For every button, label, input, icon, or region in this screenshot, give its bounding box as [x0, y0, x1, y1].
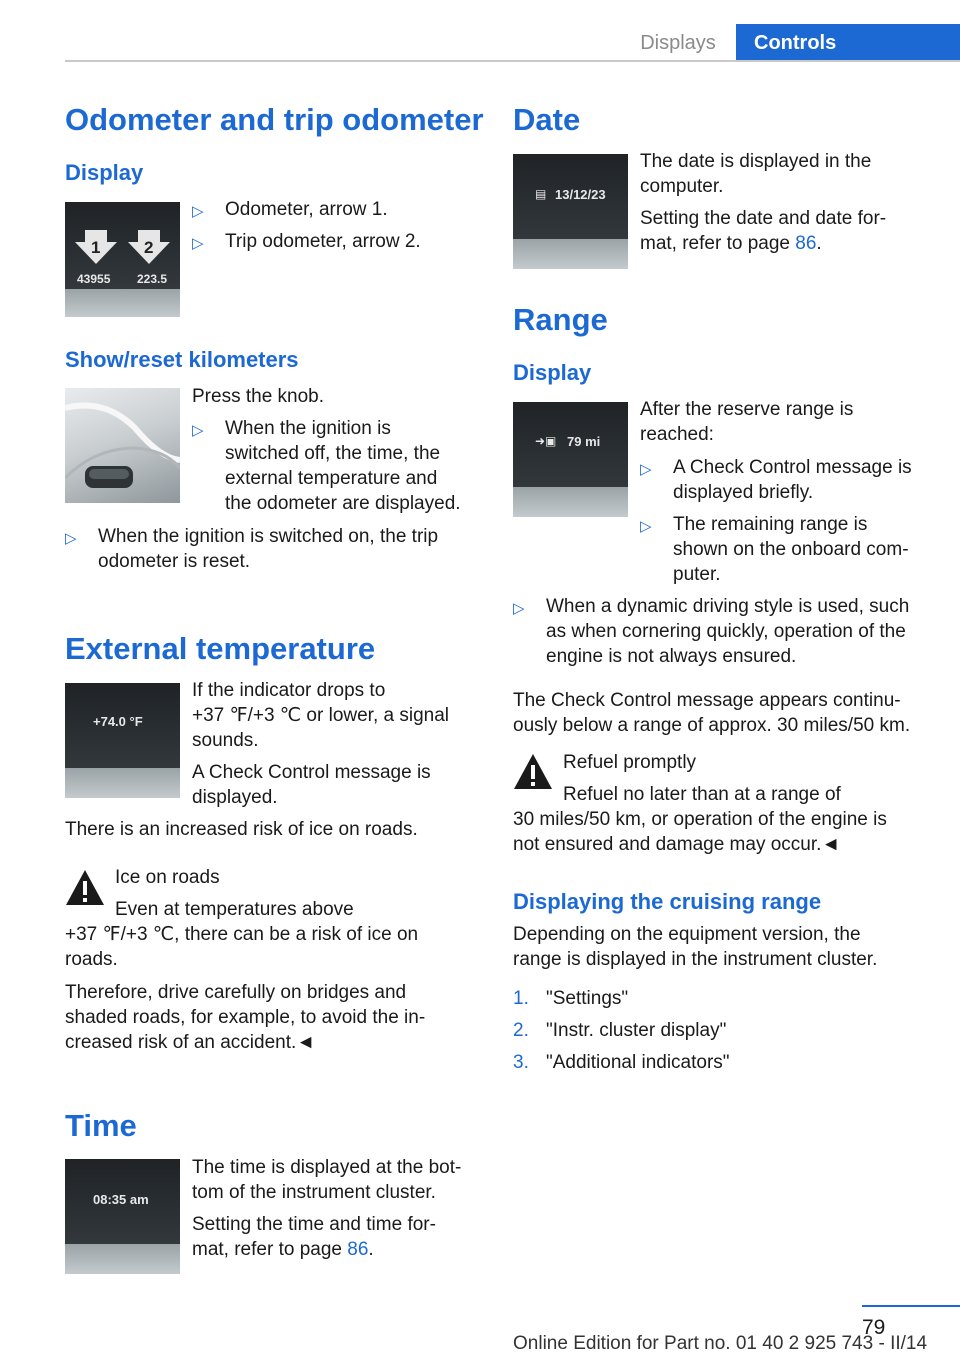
bullet-triangle-icon: ▷	[192, 235, 204, 252]
cruising-range-title: Displaying the cruising range	[513, 889, 822, 914]
range-display-subtitle: Display	[513, 360, 592, 385]
range-value: 79 mi	[567, 434, 601, 449]
refuel-warning-title: Refuel promptly	[563, 752, 697, 773]
reset-knob-image	[65, 388, 180, 503]
header-divider	[65, 60, 960, 62]
ice-caution-text: Therefore, drive carefully on bridges and shaded roads, for example, to avoid the in‐ creased risk of an accident.◄	[65, 982, 426, 1053]
header-section-label: Displays	[640, 32, 716, 54]
header-chapter-tab: Controls	[736, 24, 960, 62]
bullet-triangle-icon: ▷	[640, 461, 652, 478]
temperature-value: +74.0 °F	[93, 714, 143, 729]
external-temperature-image	[65, 683, 180, 798]
time-image	[65, 1159, 180, 1274]
range-image	[513, 402, 628, 517]
ice-risk-text: There is an increased risk of ice on roads.	[65, 819, 418, 840]
trip-odometer-value: 223.5	[137, 272, 168, 286]
step-item: 3. "Additional indicators"	[513, 1052, 730, 1073]
refuel-warning-line-2: 30 miles/50 km, or operation of the engine is	[513, 809, 887, 830]
range-title: Range	[513, 302, 608, 337]
odometer-bullet-1: ▷ Odometer, arrow 1.	[192, 197, 472, 222]
bullet-triangle-icon: ▷	[513, 600, 525, 617]
fuel-pump-icon: ➜▣	[535, 434, 557, 448]
time-text-2: Setting the time and time for‐ mat, refer to page 86.	[192, 1214, 436, 1260]
range-bullet-3: ▷ When a dynamic driving style is used, such as when cornering quickly, operation of the engine is not always ensured.	[513, 596, 910, 667]
bullet-triangle-icon: ▷	[65, 530, 77, 547]
refuel-warning-line-3: not ensured and damage may occur.◄	[513, 834, 841, 855]
range-bullet-1: ▷ A Check Control message is displayed briefly.	[640, 457, 912, 503]
refuel-warning-line-1: Refuel no later than at a range of	[563, 784, 841, 805]
reset-bullet-1: ▷ When the ignition is switched off, the time, the external temperature and the odometer are displayed.	[192, 418, 461, 514]
external-temperature-text-1: If the indicator drops to +37 ℉/+3 ℃ or lower, a signal sounds.	[192, 680, 450, 751]
time-value: 08:35 am	[93, 1192, 149, 1207]
odometer-value: 43955	[77, 272, 111, 286]
date-image	[513, 154, 628, 269]
odometer-display-subtitle: Display	[65, 160, 144, 185]
time-text-1: The time is displayed at the bot‐ tom of the instrument cluster.	[192, 1157, 462, 1203]
range-text-1: After the reserve range is reached:	[640, 399, 854, 445]
cruising-range-steps	[513, 986, 953, 1082]
time-page-link[interactable]: 86	[347, 1239, 369, 1260]
arrow-1-label: 1	[91, 238, 101, 257]
warning-triangle-icon	[65, 868, 105, 908]
odometer-bullet-2: ▷ Trip odometer, arrow 2.	[192, 229, 472, 254]
step-item: 2. "Instr. cluster display"	[513, 1020, 727, 1041]
reset-kilometers-title: Show/reset kilometers	[65, 347, 299, 372]
step-item: 1. "Settings"	[513, 988, 629, 1009]
footer-edition: Online Edition for Part no. 01 40 2 925 743 - II/14	[513, 1333, 928, 1354]
cruising-range-text: Depending on the equipment version, the range is displayed in the instrument cluster.	[513, 924, 878, 970]
warning-triangle-icon	[513, 752, 553, 792]
ice-warning-line-3: roads.	[65, 949, 118, 970]
bullet-triangle-icon: ▷	[192, 203, 204, 220]
reset-bullet-2: ▷ When the ignition is switched on, the trip odometer is reset.	[65, 526, 439, 572]
bullet-triangle-icon: ▷	[192, 422, 204, 439]
date-page-link[interactable]: 86	[795, 233, 817, 254]
ice-warning-title: Ice on roads	[115, 867, 220, 888]
time-title: Time	[65, 1108, 137, 1143]
date-value: 13/12/23	[555, 187, 606, 202]
odometer-title: Odometer and trip odometer	[65, 102, 484, 137]
date-title: Date	[513, 102, 581, 137]
calendar-icon: ▤	[535, 187, 547, 201]
page-number: 79	[862, 1316, 886, 1339]
external-temperature-text-2: A Check Control message is displayed.	[192, 762, 431, 808]
arrow-2-label: 2	[144, 238, 154, 257]
ice-warning-line-1: Even at temperatures above	[115, 899, 354, 920]
footer-divider	[862, 1305, 960, 1307]
ice-warning-line-2: +37 ℉/+3 ℃, there can be a risk of ice on	[65, 924, 419, 945]
range-text-2: The Check Control message appears continu‐ ously below a range of approx. 30 miles/50 km.	[513, 690, 911, 736]
odometer-image	[65, 202, 180, 317]
range-bullet-2: ▷ The remaining range is shown on the onboard com‐ puter.	[640, 514, 909, 585]
reset-press-text: Press the knob.	[192, 386, 325, 407]
date-text-2: Setting the date and date for‐ mat, refer to page 86.	[640, 208, 887, 254]
bullet-triangle-icon: ▷	[640, 518, 652, 535]
date-text-1: The date is displayed in the computer.	[640, 151, 872, 197]
external-temperature-title: External temperature	[65, 631, 376, 666]
